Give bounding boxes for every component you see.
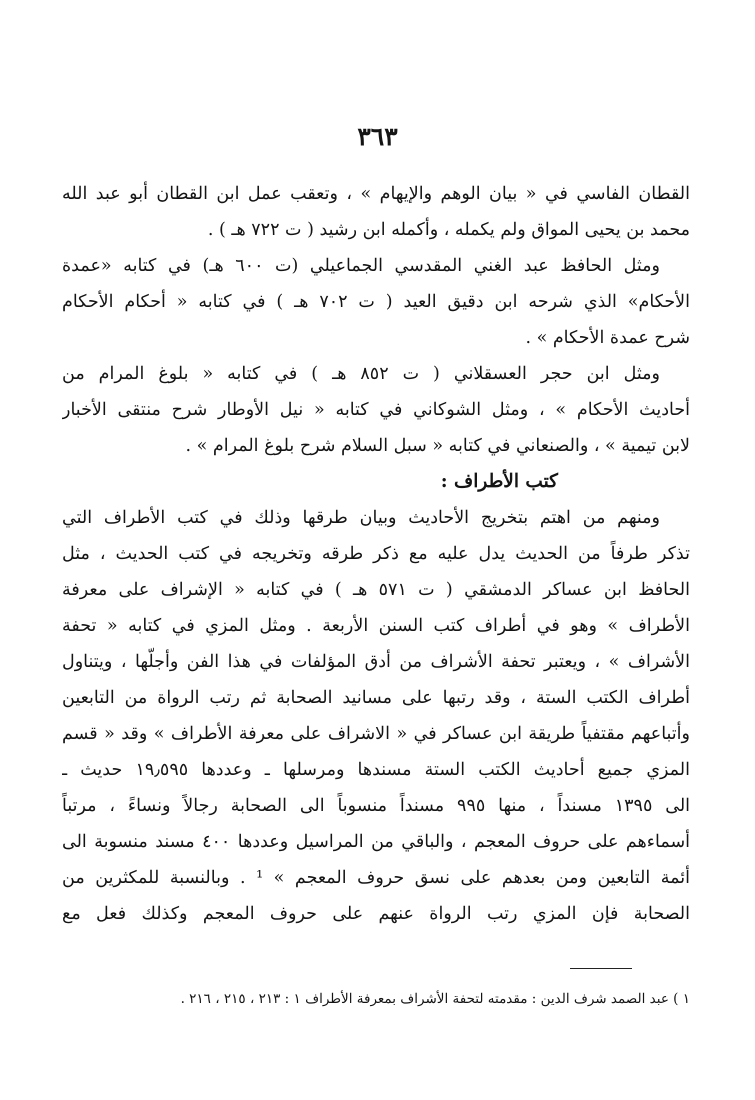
text-line: الأحكام» الذي شرحه ابن دقيق العيد ( ت ٧٠٢ هـ ) في كتابه « أحكام الأحكام xyxy=(62,292,690,312)
text-line: شرح عمدة الأحكام » . xyxy=(525,328,690,348)
section-heading: كتب الأطراف : xyxy=(440,471,558,492)
text-line: أئمة التابعين ومن بعدهم على نسق حروف المعجم » ¹ . وبالنسبة للمكثرين من xyxy=(62,868,690,888)
text-line: محمد بن يحيى المواق ولم يكمله ، وأكمله ابن رشيد ( ت ٧٢٢ هـ ) . xyxy=(207,220,690,240)
text-line: وأتباعهم مقتفياً طريقة ابن عساكر في « الاشراف على معرفة الأطراف » وقد « قسم xyxy=(62,724,690,744)
text-line: القطان الفاسي في « بيان الوهم والإيهام » ، وتعقب عمل ابن القطان أبو عبد الله xyxy=(62,184,690,204)
text-line: الصحابة فإن المزي رتب الرواة عنهم على حروف المعجم وكذلك فعل مع xyxy=(62,904,690,924)
text-line: الحافظ ابن عساكر الدمشقي ( ت ٥٧١ هـ ) في كتابه « الإشراف على معرفة xyxy=(62,580,690,600)
text-line: ومثل ابن حجر العسقلاني ( ت ٨٥٢ هـ ) في كتابه « بلوغ المرام من xyxy=(62,364,660,384)
text-line: الى ١٣٩٥ مسنداً ، منها ٩٩٥ مسنداً منسوباً الى الصحابة رجالاً ونساءً ، مرتباً xyxy=(62,796,690,816)
text-line: الأشراف » ، ويعتبر تحفة الأشراف من أدق المؤلفات في هذا الفن وأجلّها ، ويتناول xyxy=(62,652,690,672)
text-line: أسماءهم على حروف المعجم ، والباقي من المراسيل وعددها ٤٠٠ مسند منسوبة الى xyxy=(62,832,690,852)
text-line: تذكر طرفاً من الحديث يدل عليه مع ذكر طرقه وتخريجه في كتب الحديث ، مثل xyxy=(62,544,690,564)
text-line: لابن تيمية » ، والصنعاني في كتابه « سبل السلام شرح بلوغ المرام » . xyxy=(185,436,690,456)
text-line: أطراف الكتب الستة ، وقد رتبها على مسانيد الصحابة ثم رتب الرواة من التابعين xyxy=(62,688,690,708)
text-line: ومنهم من اهتم بتخريج الأحاديث وبيان طرقها وذلك في كتب الأطراف التي xyxy=(62,508,660,528)
footnote-divider xyxy=(570,968,632,969)
footnote: ١ ) عبد الصمد شرف الدين : مقدمته لتحفة الأشراف بمعرفة الأطراف ١ : ٢١٣ ، ٢١٥ ، ٢١٦ . xyxy=(180,991,690,1007)
page-number: ٣٦٣ xyxy=(357,122,398,151)
text-line: الأطراف » وهو في أطراف كتب السنن الأربعة . ومثل المزي في كتابه « تحفة xyxy=(62,616,690,636)
body-text xyxy=(62,176,690,932)
text-line: المزي جميع أحاديث الكتب الستة مسندها ومرسلها ـ وعددها ١٩٫٥٩٥ حديث ـ xyxy=(62,760,690,780)
text-line: ومثل الحافظ عبد الغني المقدسي الجماعيلي (ت ٦٠٠ هـ) في كتابه «عمدة xyxy=(62,256,661,276)
text-line: أحاديث الأحكام » ، ومثل الشوكاني في كتابه « نيل الأوطار شرح منتقى الأخبار xyxy=(62,400,690,420)
